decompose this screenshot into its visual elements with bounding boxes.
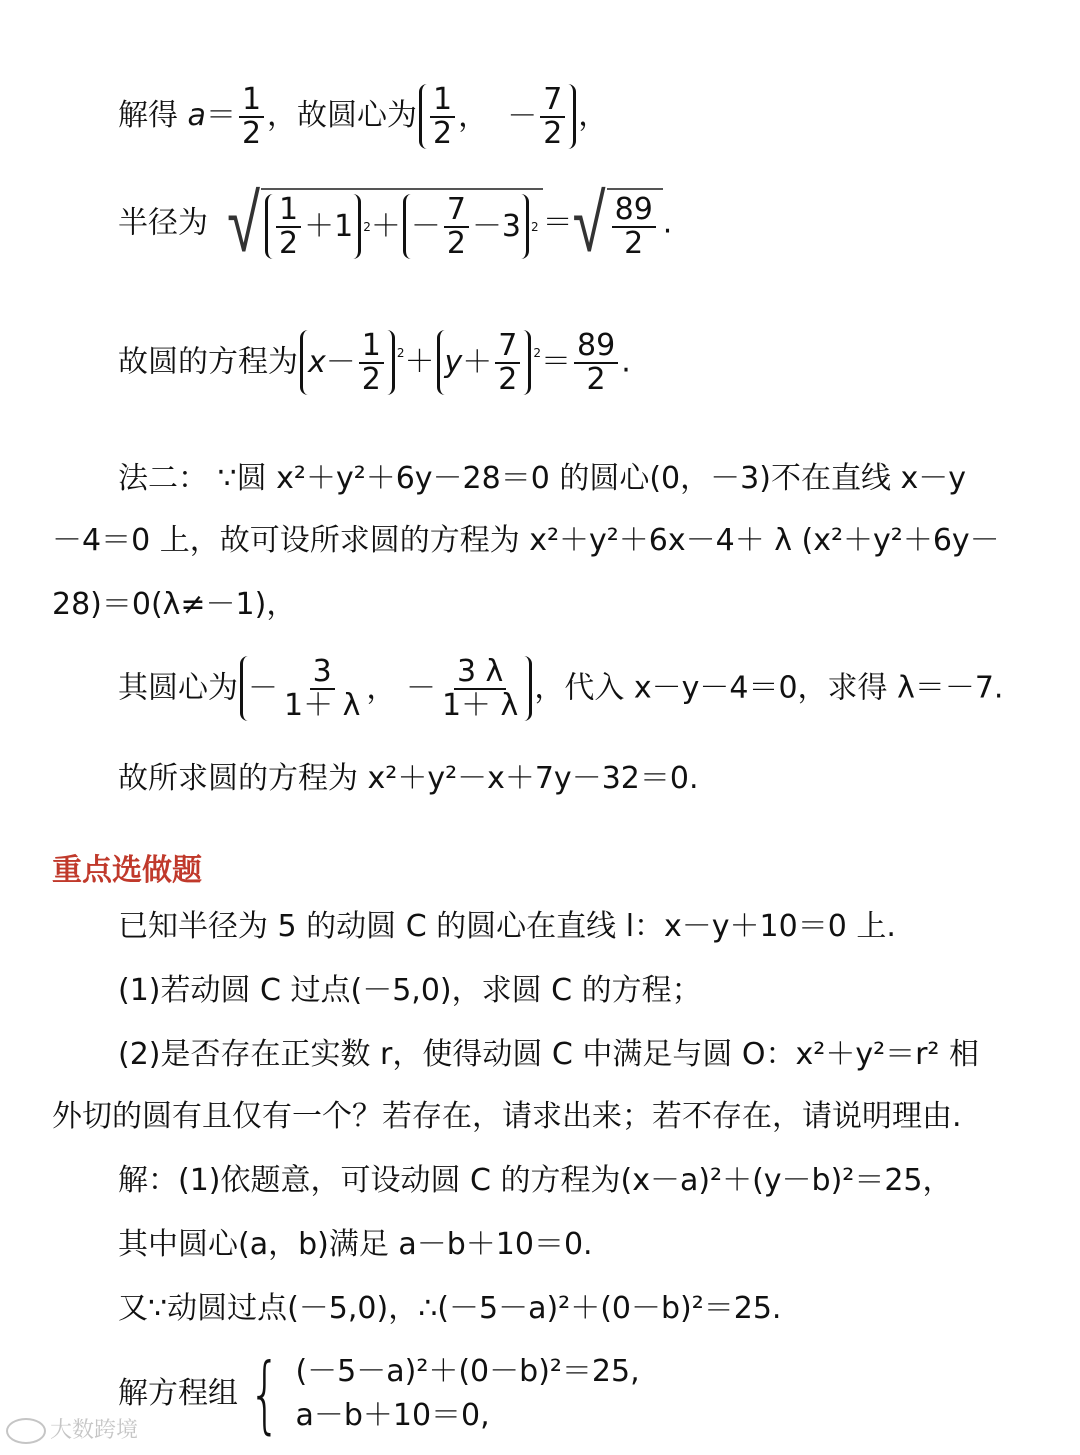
system-rows (295, 1354, 640, 1433)
text: － (507, 98, 538, 134)
text: . (621, 344, 631, 380)
solution-step-2: 其中圆心(a，b)满足 a－b＋10＝0. (118, 1227, 593, 1262)
fraction (612, 194, 656, 259)
solution-step-3: 又∵动圆过点(－5,0)，∴(－5－a)²＋(0－b)²＝25. (118, 1291, 782, 1326)
numerator: 1 (276, 194, 301, 228)
system-row: a－b＋10＝0, (295, 1398, 490, 1433)
text: 解得 (118, 98, 188, 133)
denominator: 2 (624, 225, 644, 261)
method-two-line-1: 法二： ∵圆 x²＋y²＋6y－28＝0 的圆心(0，－3)不在直线 x－y (118, 461, 966, 496)
denominator: 1＋ λ (441, 687, 519, 723)
fraction (276, 194, 301, 259)
numerator: 7 (495, 330, 520, 364)
problem-part-2-cont: 外切的圆有且仅有一个？若存在，请求出来；若不存在，请说明理由. (52, 1099, 962, 1134)
fraction (495, 330, 520, 395)
brace-icon: { (248, 1345, 281, 1443)
solution-line-equation (118, 330, 631, 395)
problem-part-2: (2)是否存在正实数 r，使得动圆 C 中满足与圆 O：x²＋y²＝r² 相 (118, 1037, 979, 1072)
radical-icon: √ (572, 176, 606, 271)
numerator: 89 (612, 194, 656, 228)
radicand (607, 188, 663, 259)
text: ＝ (205, 98, 236, 133)
text: ，故圆心为 (267, 98, 418, 133)
text: － (405, 670, 436, 706)
fraction (574, 330, 618, 395)
denominator: 2 (586, 361, 606, 397)
text: ，代入 x－y－4＝0，求得 λ＝－7. (534, 670, 1004, 706)
denominator: 2 (433, 115, 453, 151)
text: ， (366, 670, 397, 706)
final-equation: 故所求圆的方程为 x²＋y²－x＋7y－32＝0. (118, 761, 699, 796)
fraction (239, 84, 264, 149)
logo-icon (6, 1418, 46, 1444)
fraction (540, 84, 565, 149)
fraction (281, 656, 363, 721)
fraction (430, 84, 455, 149)
numerator: 89 (574, 330, 618, 364)
denominator: 2 (543, 115, 563, 151)
var-y: y (444, 344, 463, 380)
section-title: 重点选做题 (52, 853, 202, 888)
numerator: 1 (239, 84, 264, 118)
solution-line-center (118, 84, 608, 149)
paren-group (300, 330, 395, 395)
text: ＋ (370, 208, 401, 244)
var-x: x (308, 344, 326, 380)
method-two-line-3: 28)＝0(λ≠－1)， (52, 587, 297, 622)
var-a: a (187, 98, 206, 133)
numerator: 1 (359, 330, 384, 364)
fraction (444, 194, 469, 259)
solution-step-1: 解：(1)依题意，可设动圆 C 的方程为(x－a)²＋(y－b)²＝25， (118, 1163, 953, 1198)
point-center (240, 656, 532, 721)
paren-group (403, 194, 529, 259)
problem-part-1: (1)若动圆 C 过点(－5,0)，求圆 C 的方程； (118, 973, 702, 1008)
text: 其圆心为 (118, 670, 238, 706)
system (118, 1345, 640, 1443)
text: ＋ (404, 344, 435, 380)
denominator: 2 (361, 361, 381, 397)
radicand: $\frac{1}{2}$ ＋1 2 ＋ － $\frac{7}{2}$ －3 2 (261, 188, 543, 259)
text: ＝ (542, 205, 573, 241)
fraction (439, 656, 521, 721)
denominator: 2 (279, 225, 299, 261)
fraction (359, 330, 384, 395)
method-two-line-2: －4＝0 上，故可设所求圆的方程为 x²＋y²＋6x－4＋ λ (x²＋y²＋6y－ (52, 523, 1000, 558)
solution-line-center-lambda (118, 656, 1003, 721)
equation-system (118, 1345, 640, 1443)
text: ， (578, 98, 609, 133)
denominator: 2 (446, 225, 466, 261)
numerator: 1 (430, 84, 455, 118)
text: － (325, 344, 356, 380)
text: ＋ (462, 344, 493, 380)
radical-icon: √ (227, 176, 261, 271)
text: . (662, 205, 673, 241)
text: 故圆的方程为 (118, 344, 298, 380)
point-center (419, 84, 576, 149)
numerator: 3 (310, 656, 335, 690)
denominator: 2 (241, 115, 262, 151)
problem-statement: 已知半径为 5 的动圆 C 的圆心在直线 l：x－y＋10＝0 上. (118, 909, 896, 944)
solution-line-radius (118, 176, 673, 271)
denominator: 1＋ λ (284, 687, 361, 723)
text: － (248, 670, 278, 706)
text: ＋1 (304, 208, 354, 244)
sqrt (227, 176, 543, 271)
numerator: 7 (444, 194, 469, 228)
paren-group (437, 330, 532, 395)
text: － (410, 208, 441, 244)
text: ， (458, 98, 489, 134)
exponent: 2 (533, 346, 541, 360)
system-row: (－5－a)²＋(0－b)²＝25, (295, 1354, 640, 1389)
paren-group (265, 194, 361, 259)
text: ＝ (541, 344, 571, 380)
numerator: 3 λ (454, 656, 506, 690)
denominator: 2 (498, 361, 518, 397)
text: －3 (471, 208, 522, 244)
text: 解方程组 (118, 1376, 238, 1411)
watermark (6, 1418, 138, 1444)
numerator: 7 (540, 84, 565, 118)
text: 半径为 (118, 205, 208, 241)
sqrt (572, 176, 663, 271)
exponent: 2 (396, 346, 405, 360)
watermark-text: 大数跨境 (50, 1418, 139, 1443)
